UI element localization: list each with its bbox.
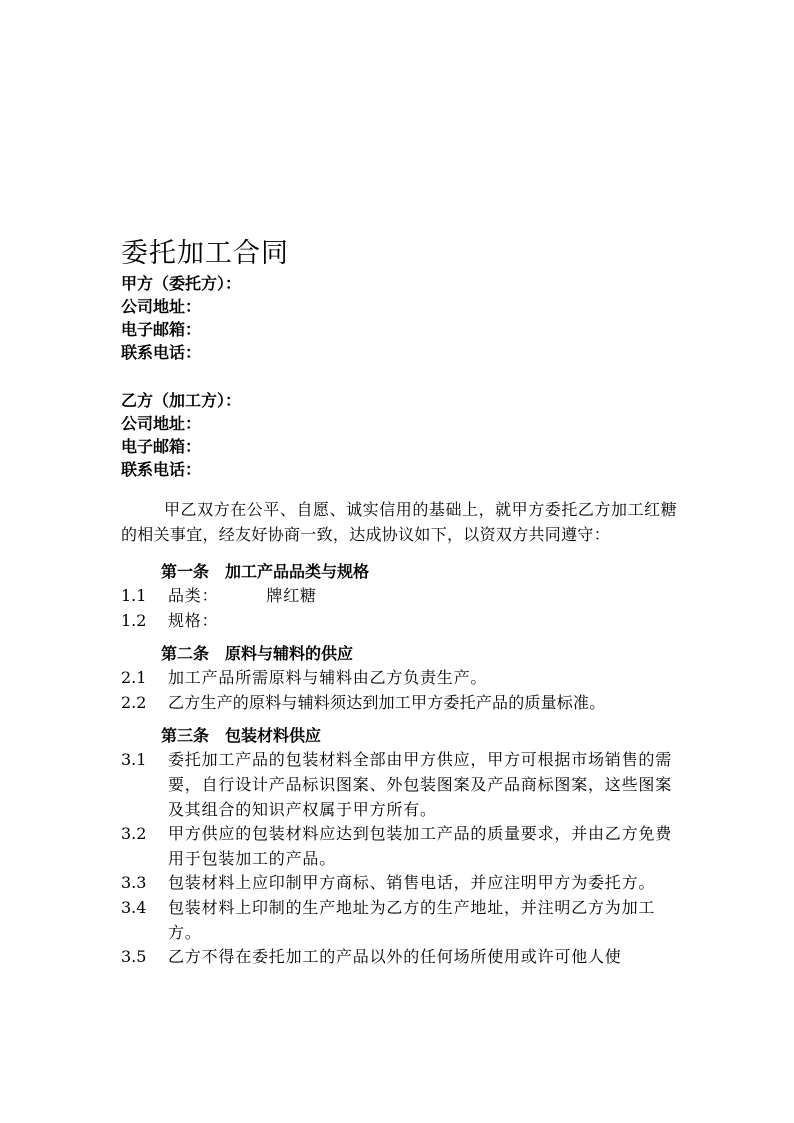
article-label: 第一条 (161, 562, 210, 581)
clause-text-label: 品类： (168, 586, 219, 605)
clause (121, 896, 677, 945)
document-title: 委托加工合同 (121, 238, 289, 269)
clause-number: 1.1 (121, 586, 147, 605)
clause-text: 包装材料上印制的生产地址为乙方的生产地址，并注明乙方为加工方。 (168, 897, 656, 942)
intro-paragraph: 甲乙双方在公平、自愿、诚实信用的基础上，就甲方委托乙方加工红糖的相关事宜，经友好协商一致，达成协议如下，以资双方共同遵守： (121, 500, 677, 544)
clause (121, 945, 677, 970)
clause-number: 3.1 (121, 750, 147, 770)
article-label: 第二条 (161, 644, 210, 664)
party-b-block (121, 389, 677, 481)
clause-number: 3.3 (121, 873, 147, 893)
clause-text-value: 牌红糖 (266, 586, 317, 605)
clause-text: 包装材料上应印制甲方商标、销售电话，并应注明甲方为委托方。 (168, 873, 656, 893)
clause-text: 规格： (168, 610, 219, 630)
article-title: 包装材料供应 (225, 726, 322, 746)
clause-number: 2.1 (121, 668, 147, 688)
clause-number: 1.2 (121, 610, 147, 630)
article-title: 原料与辅料的供应 (225, 644, 354, 664)
document-body (121, 236, 677, 970)
clause (121, 871, 677, 896)
clause (121, 609, 677, 634)
clause-text: 委托加工产品的包装材料全部由甲方供应，甲方可根据市场销售的需要，自行设计产品标识图案、外包装图案及产品商标图案，这些图案及其组合的知识产权属于甲方所有。 (168, 750, 673, 819)
clause-text: 加工产品所需原料与辅料由乙方负责生产。 (168, 668, 488, 688)
clause-number: 2.2 (121, 692, 147, 712)
clause (121, 666, 677, 691)
clause-number: 3.4 (121, 897, 147, 917)
clause (121, 748, 677, 822)
clause-number: 3.2 (121, 824, 147, 844)
party-b-address-label: 公司地址： (121, 414, 202, 433)
article-heading (121, 724, 677, 748)
clause-text: 乙方生产的原料与辅料须达到加工甲方委托产品的质量标准。 (168, 692, 606, 712)
party-a-email-label: 电子邮箱： (121, 320, 202, 339)
clause (121, 584, 677, 609)
party-b-phone-label: 联系电话： (121, 460, 202, 479)
clause-number: 3.5 (121, 947, 147, 967)
article-heading (121, 642, 677, 666)
article-title: 加工产品品类与规格 (225, 562, 370, 581)
clause-text: 乙方不得在委托加工的产品以外的任何场所使用或许可他人使 (168, 947, 622, 967)
party-a-block (121, 272, 677, 364)
article-label: 第三条 (161, 726, 210, 746)
party-a-address-label: 公司地址： (121, 297, 202, 316)
party-b-email-label: 电子邮箱： (121, 437, 202, 456)
party-b-name-label: 乙方（加工方）： (121, 391, 242, 410)
clause-text: 甲方供应的包装材料应达到包装加工产品的质量要求，并由乙方免费用于包装加工的产品。 (168, 824, 673, 868)
party-a-phone-label: 联系电话： (121, 343, 202, 362)
clause (121, 822, 677, 871)
clause (121, 691, 677, 716)
clause-text (168, 584, 677, 609)
party-a-name-label: 甲方（委托方）： (121, 274, 242, 293)
article-heading (121, 560, 677, 584)
spacer (121, 364, 677, 389)
